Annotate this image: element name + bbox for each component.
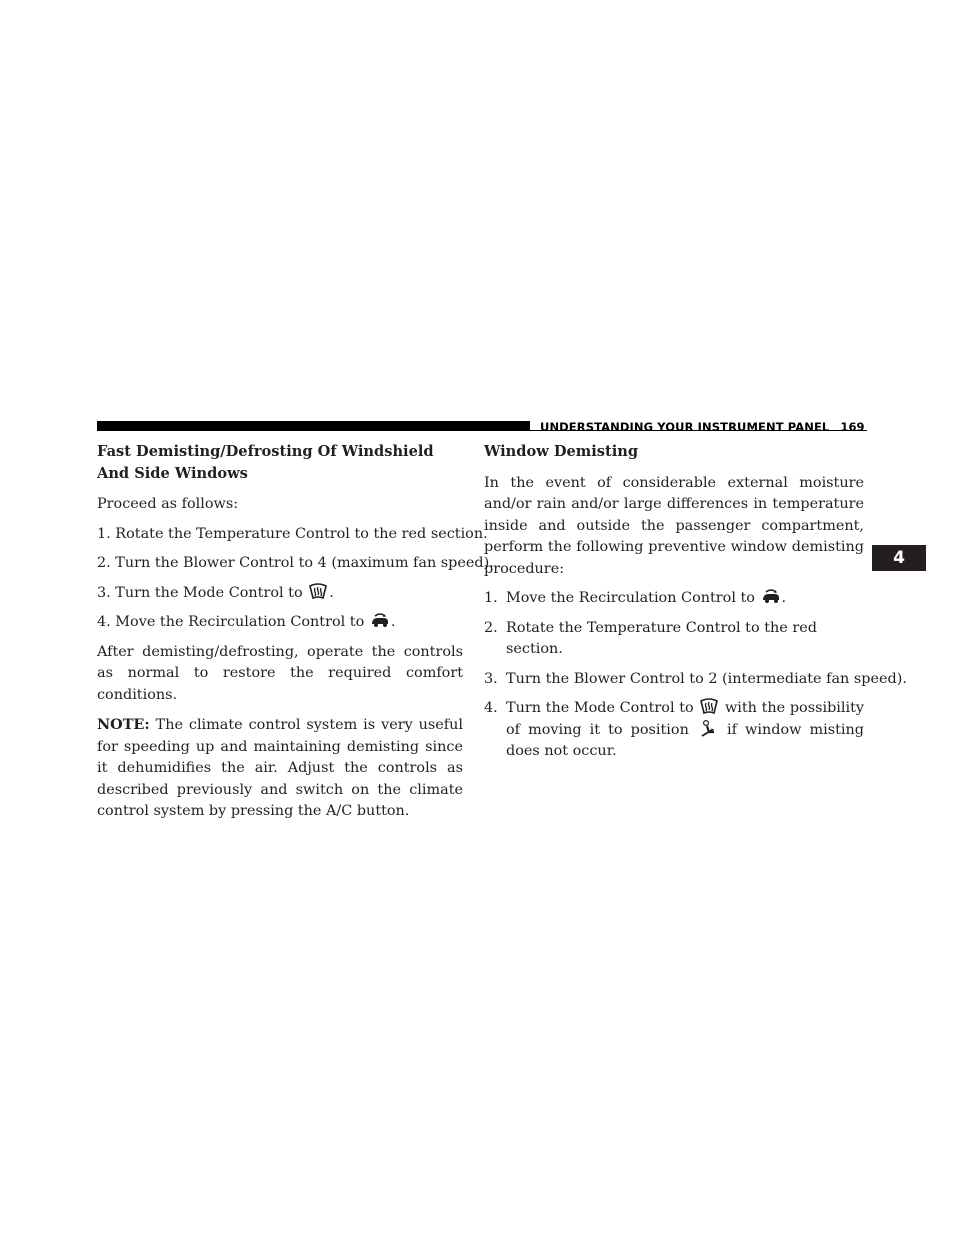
header-rule <box>97 421 530 431</box>
step-text-a: Turn the Mode Control to <box>506 700 694 716</box>
step-4: 4. Move the Recirculation Control to . <box>97 614 396 630</box>
left-column <box>97 441 494 831</box>
step-1: 1. Rotate the Temperature Control to the red section. <box>97 525 488 542</box>
step-3-text: 3. Turn the Mode Control to <box>97 584 303 601</box>
recirculation-icon <box>761 588 781 606</box>
step-number: 1. <box>484 590 498 606</box>
step-2: 2. Turn the Blower Control to 4 (maximum fan speed). <box>97 555 494 571</box>
step-number: 3. <box>484 670 498 687</box>
step-text-c: if window misting does not occur. <box>506 721 865 759</box>
right-column <box>484 441 907 771</box>
windshield-defrost-icon <box>308 583 328 601</box>
intro-text: In the event of considerable external moisture and/or rain and/or large differences in temperature inside and outside the passenger compartment, perform the following preventive window demisting procedure: <box>484 474 864 577</box>
step-1: 1. Move the Recirculation Control to . <box>484 588 864 610</box>
step-text: Rotate the Temperature Control to the red section. <box>506 619 817 657</box>
running-header <box>540 420 865 434</box>
windshield-defrost-icon <box>699 698 719 716</box>
floor-defrost-icon <box>698 720 718 738</box>
intro-text: Proceed as follows: <box>97 496 239 512</box>
step-2 <box>484 618 864 661</box>
note-paragraph <box>97 714 463 823</box>
step-4 <box>484 698 864 763</box>
step-4-text: 4. Move the Recirculation Control to <box>97 614 365 630</box>
step-3: 3. Turn the Mode Control to . <box>97 584 334 601</box>
chapter-tab: 4 <box>872 545 926 571</box>
section-heading: Window Demisting <box>484 443 639 460</box>
note-text: The climate control system is very useful for speeding up and maintaining demisting since it dehumidifies the air. Adjust the controls as described previously and switch on the climate control system by pressing the A/C button. <box>97 717 463 819</box>
section-title: UNDERSTANDING YOUR INSTRUMENT PANEL <box>540 420 830 434</box>
page-number: 169 <box>840 420 865 434</box>
step-text-b: with the possibility of moving it to position <box>506 700 864 738</box>
step-number: 2. <box>484 619 498 636</box>
recirculation-icon <box>370 612 390 630</box>
step-text: Move the Recirculation Control to <box>506 590 755 606</box>
step-text: Turn the Blower Control to 2 (intermediate fan speed). <box>506 670 907 687</box>
step-3 <box>484 669 907 691</box>
step-number: 4. <box>484 700 498 716</box>
after-text: After demisting/defrosting, operate the controls as normal to restore the required comfort conditions. <box>97 643 463 703</box>
note-label: NOTE: <box>97 716 150 733</box>
section-heading: Fast Demisting/Defrosting Of Windshield And Side Windows <box>97 443 434 482</box>
